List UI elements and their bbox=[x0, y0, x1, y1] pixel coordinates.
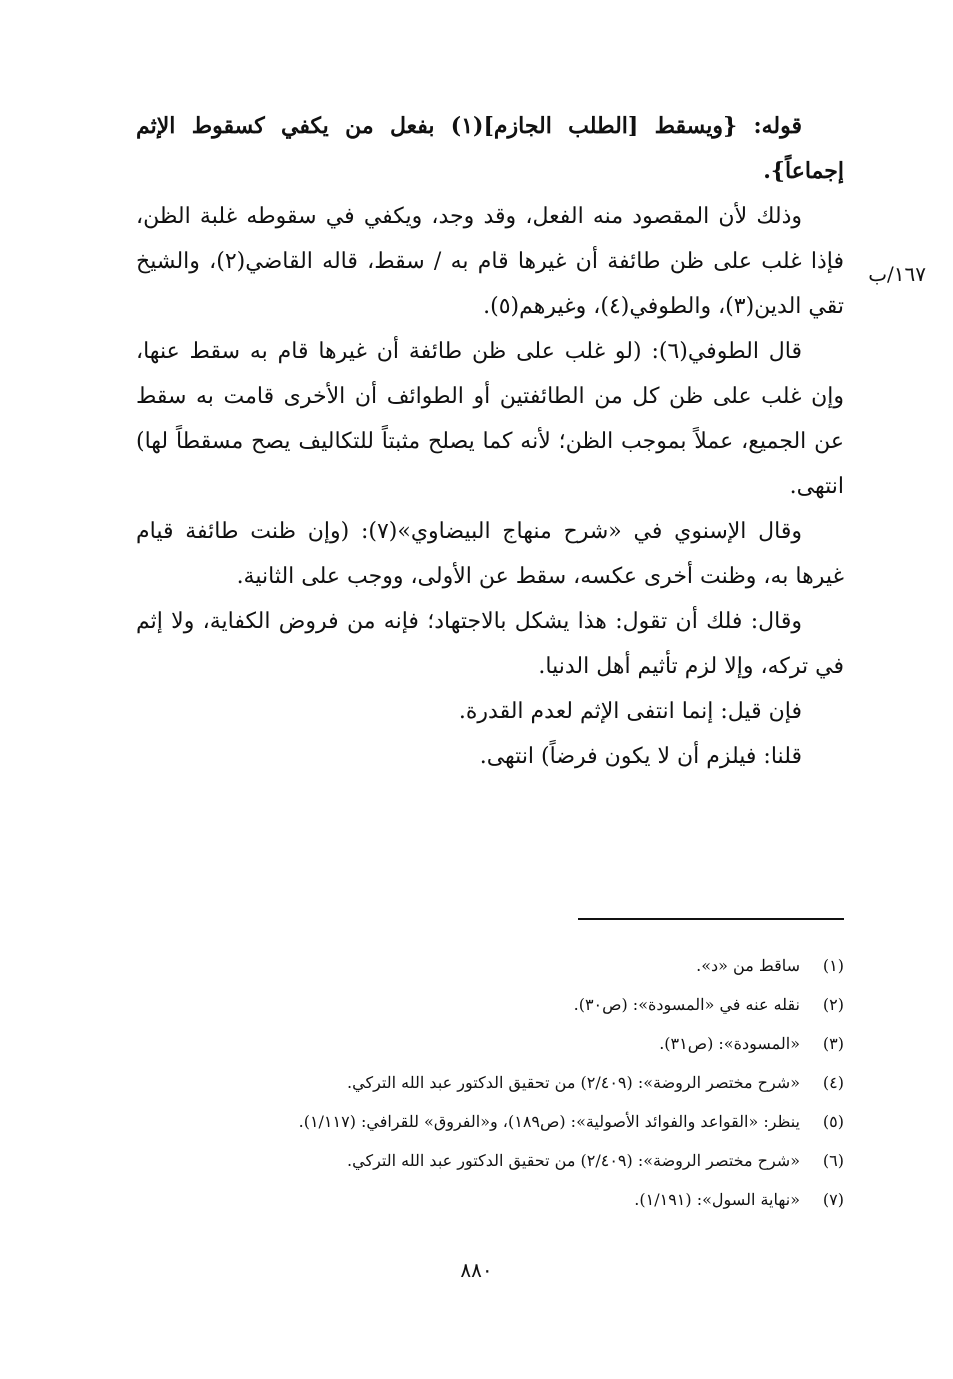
footnote-separator bbox=[578, 918, 844, 920]
footnote-text: ينظر: «القواعد والفوائد الأصولية»: (ص١٨٩)، و«الفروق» للقرافي: (١/١١٧). bbox=[298, 1112, 800, 1131]
paragraph-4: وقال الإسنوي في «شرح منهاج البيضاوي»(٧): (وإن ظنت طائفة قيام غيرها به، وظنت أخرى عكسه، سقط عن الأولى، ووجب على الثانية. bbox=[136, 519, 844, 589]
footnote bbox=[160, 1102, 844, 1141]
footnote-text: «نهاية السول»: (١/١٩١). bbox=[634, 1190, 800, 1209]
manuscript-folio-note: ١٦٧/ب bbox=[868, 262, 926, 286]
footnote-number: (٥) bbox=[822, 1112, 844, 1131]
paragraph-7: قلنا: فيلزم أن لا يكون فرضاً) انتهى. bbox=[479, 744, 802, 769]
footnote bbox=[160, 1141, 844, 1180]
paragraph-1: قوله: {ويسقط [الطلب الجازم](١) بفعل من يكفي كسقوط الإثم إجماعاً}. bbox=[136, 113, 844, 184]
footnote-text: «شرح مختصر الروضة»: (٢/٤٠٩) من تحقيق الدكتور عبد الله التركي. bbox=[347, 1073, 800, 1092]
main-text bbox=[136, 104, 844, 779]
footnote-text: ساقط من «د». bbox=[696, 956, 800, 975]
page-number: ٨٨٠ bbox=[460, 1258, 493, 1282]
footnote-text: «المسودة»: (ص٣١). bbox=[659, 1034, 800, 1053]
footnote bbox=[160, 985, 844, 1024]
footnote bbox=[160, 946, 844, 985]
footnote-number: (٣) bbox=[822, 1034, 844, 1053]
footnote bbox=[160, 1180, 844, 1219]
footnote-text: نقله عنه في «المسودة»: (ص٣٠). bbox=[573, 995, 800, 1014]
footnote bbox=[160, 1063, 844, 1102]
footnote-number: (٧) bbox=[822, 1190, 844, 1209]
footnotes bbox=[160, 946, 844, 1219]
paragraph-2: وذلك لأن المقصود منه الفعل، وقد وجد، ويكفي في سقوطه غلبة الظن، فإذا غلب على ظن طائفة أن غيرها قام به / سقط، قاله القاضي(٢)، والشيخ تقي الدين(٣)، والطوفي(٤)، وغيرهم(٥). bbox=[136, 204, 844, 319]
paragraph-6: فإن قيل: إنما انتفى الإثم لعدم القدرة. bbox=[458, 699, 802, 724]
footnote-number: (٦) bbox=[822, 1151, 844, 1170]
paragraph-3: قال الطوفي(٦): (لو غلب على ظن طائفة أن غيرها قام به سقط عنها، وإن غلب على ظن كل من الطائفتين أو الطوائف أن الأخرى قامت به سقط عن الجميع، عملاً بموجب الظن؛ لأنه كما يصلح مثبتاً للتكاليف يصح مسقطاً لها) انتهى. bbox=[136, 339, 844, 499]
footnote-text: «شرح مختصر الروضة»: (٢/٤٠٩) من تحقيق الدكتور عبد الله التركي. bbox=[347, 1151, 800, 1170]
footnote-number: (١) bbox=[822, 956, 844, 975]
footnote bbox=[160, 1024, 844, 1063]
footnote-number: (٤) bbox=[822, 1073, 844, 1092]
paragraph-5: وقال: فلك أن تقول: هذا يشكل بالاجتهاد؛ فإنه من فروض الكفاية، ولا إثم في تركه، وإلا لزم تأثيم أهل الدنيا. bbox=[136, 609, 844, 679]
footnote-number: (٢) bbox=[822, 995, 844, 1014]
